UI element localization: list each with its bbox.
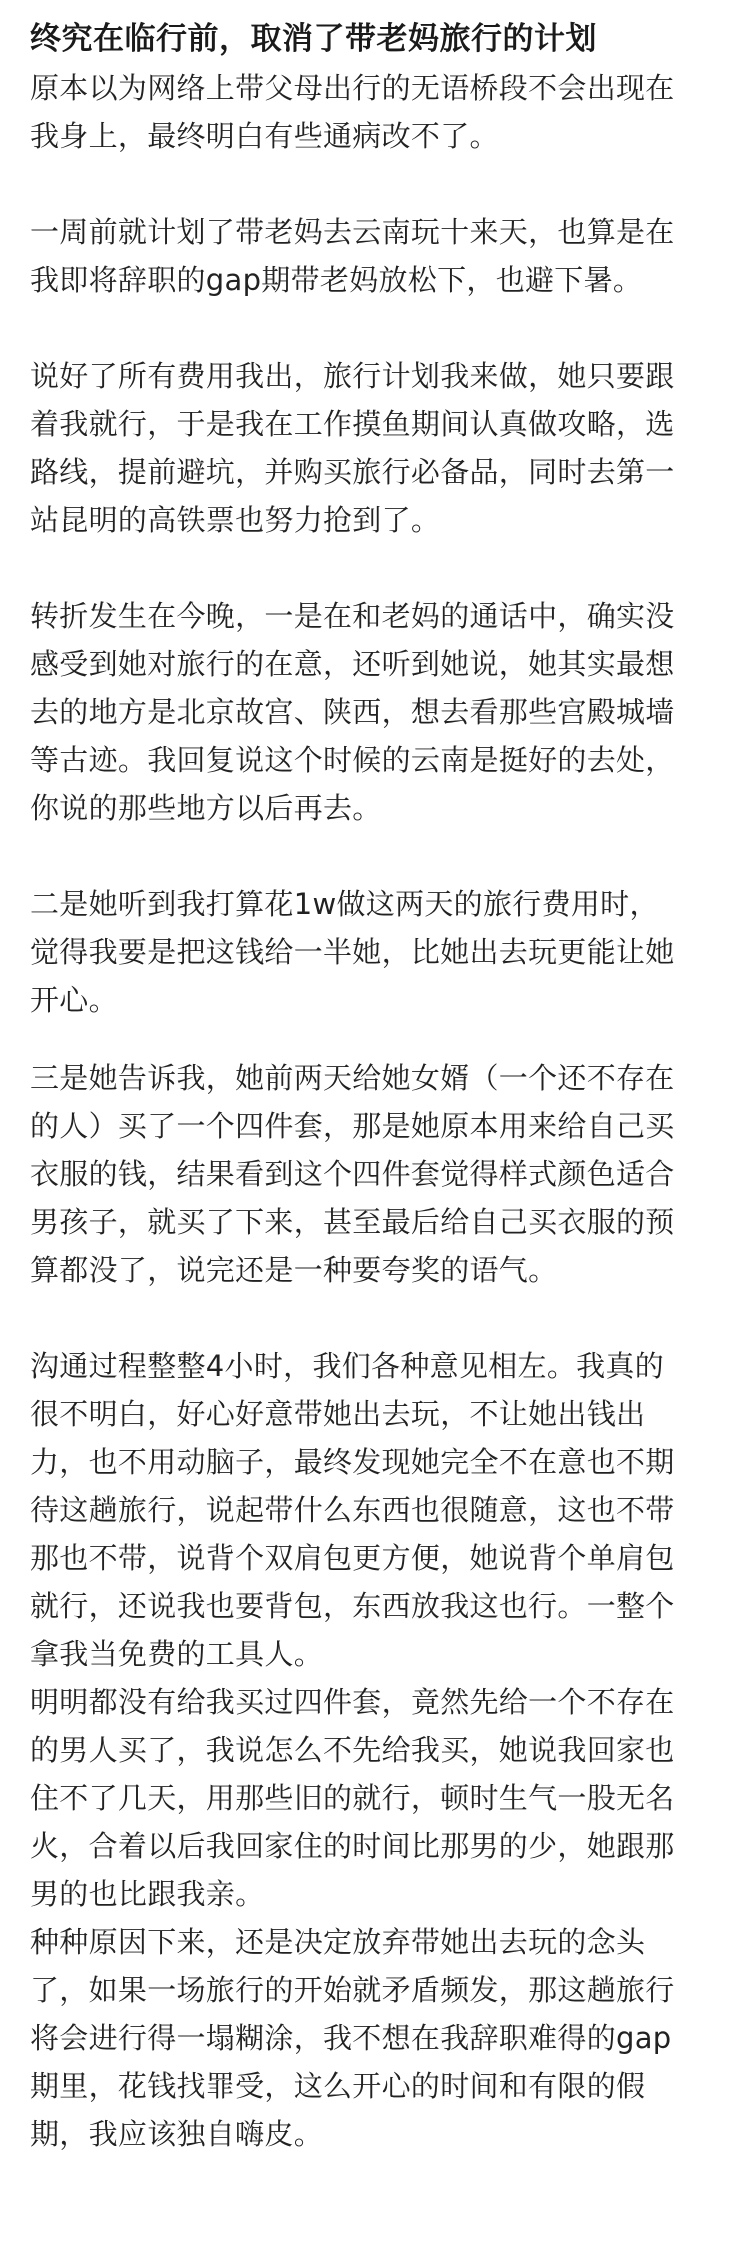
paragraph-line: 男的也比跟我亲。 [30,1877,265,1911]
paragraph-line: 开心。 [30,983,118,1017]
paragraph-line: 去的地方是北京故宫、陕西，想去看那些宫殿城墙 [30,695,675,729]
paragraph-line: 期，我应该独自嗨皮。 [30,2117,324,2151]
paragraph-line: 待这趟旅行，说起带什么东西也很随意，这也不带 [30,1493,675,1527]
paragraph-line: 原本以为网络上带父母出行的无语桥段不会出现在 [30,71,675,105]
paragraph-line: 感受到她对旅行的在意，还听到她说，她其实最想 [30,647,675,681]
paragraph-5 [30,880,722,1024]
paragraph-line: 火，合着以后我回家住的时间比那男的少，她跟那 [30,1829,675,1863]
paragraph-line: 路线，提前避坑，并购买旅行必备品，同时去第一 [30,455,675,489]
paragraph-line: 三是她告诉我，她前两天给她女婿（一个还不存在 [30,1061,675,1095]
paragraph-line: 着我就行，于是我在工作摸鱼期间认真做攻略，选 [30,407,675,441]
paragraph-line: 算都没了，说完还是一种要夸奖的语气。 [30,1253,558,1287]
paragraph-line: 我身上，最终明白有些通病改不了。 [30,119,499,153]
paragraph-line: 拿我当免费的工具人。 [30,1637,324,1671]
paragraph-line: 等古迹。我回复说这个时候的云南是挺好的去处， [30,743,675,777]
paragraph-line: 种种原因下来，还是决定放弃带她出去玩的念头 [30,1925,646,1959]
paragraph-line: 站昆明的高铁票也努力抢到了。 [30,503,441,537]
paragraph-line: 转折发生在今晚，一是在和老妈的通话中，确实没 [30,599,675,633]
paragraph-line: 那也不带，说背个双肩包更方便，她说背个单肩包 [30,1541,675,1575]
paragraph-line: 一周前就计划了带老妈去云南玩十来天，也算是在 [30,215,675,249]
paragraph-line: 期里，花钱找罪受，这么开心的时间和有限的假 [30,2069,646,2103]
paragraph-line: 二是她听到我打算花1w做这两天的旅行费用时， [30,887,659,921]
paragraph-line: 我即将辞职的gap期带老妈放松下，也避下暑。 [30,263,643,297]
paragraph-line: 觉得我要是把这钱给一半她，比她出去玩更能让她 [30,935,675,969]
paragraph-line: 你说的那些地方以后再去。 [30,791,382,825]
paragraph-line: 力，也不用动脑子，最终发现她完全不在意也不期 [30,1445,675,1479]
paragraph-line: 的人）买了一个四件套，那是她原本用来给自己买 [30,1109,675,1143]
post-title: 终究在临行前，取消了带老妈旅行的计划 [30,21,597,57]
paragraph-line: 说好了所有费用我出，旅行计划我来做，她只要跟 [30,359,675,393]
paragraph-3 [30,352,722,544]
paragraph-line: 就行，还说我也要背包，东西放我这也行。一整个 [30,1589,675,1623]
paragraph-line: 的男人买了，我说怎么不先给我买，她说我回家也 [30,1733,675,1767]
paragraph-2 [30,208,722,304]
paragraph-4 [30,592,722,832]
paragraph-line: 男孩子，就买了下来，甚至最后给自己买衣服的预 [30,1205,675,1239]
paragraph-9 [30,1918,722,2158]
paragraph-line: 将会进行得一塌糊涂，我不想在我辞职难得的gap [30,2021,672,2055]
paragraph-line: 衣服的钱，结果看到这个四件套觉得样式颜色适合 [30,1157,675,1191]
paragraph-6 [30,1054,722,1294]
paragraph-line: 了，如果一场旅行的开始就矛盾频发，那这趟旅行 [30,1973,675,2007]
paragraph-1 [30,64,722,160]
paragraph-line: 住不了几天，用那些旧的就行，顿时生气一股无名 [30,1781,675,1815]
paragraph-line: 明明都没有给我买过四件套，竟然先给一个不存在 [30,1685,675,1719]
paragraph-7 [30,1342,722,1678]
paragraph-line: 沟通过程整整4小时，我们各种意见相左。我真的 [30,1349,665,1383]
paragraph-line: 很不明白，好心好意带她出去玩，不让她出钱出 [30,1397,646,1431]
paragraph-8 [30,1678,722,1918]
post-body [30,64,722,2158]
